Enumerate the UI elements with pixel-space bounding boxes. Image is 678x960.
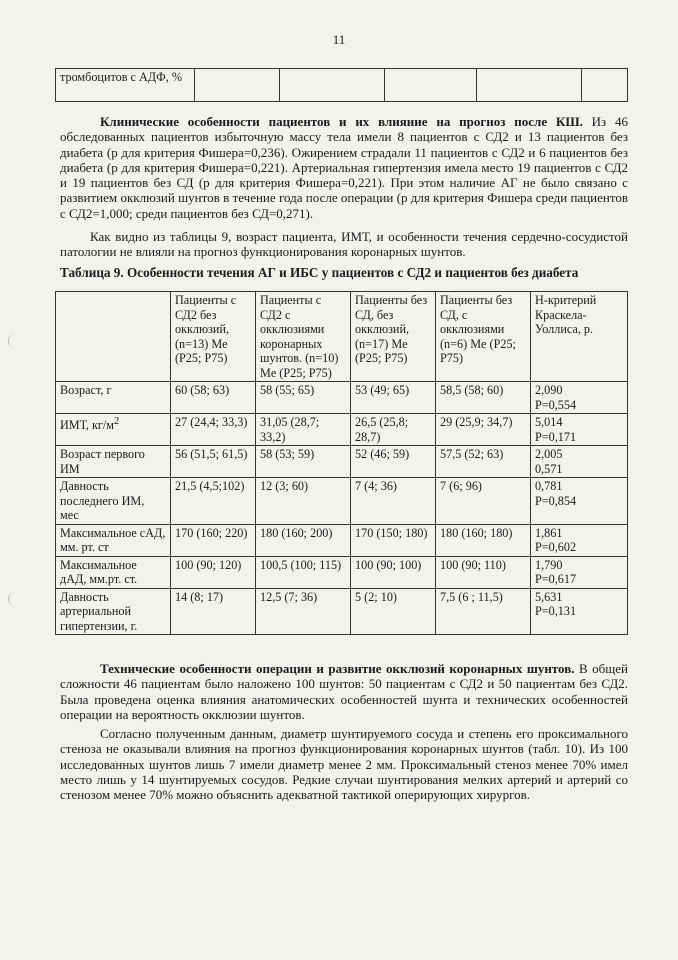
table-cell: 27 (24,4; 33,3) [171,414,256,446]
table-cell: 100 (90; 110) [436,556,531,588]
table-cell-h [531,382,628,414]
table-9 [55,291,628,635]
table-header-row [56,292,628,382]
table-cell: 52 (46; 59) [351,446,436,478]
paragraph-text: Из 46 обследованных пациентов избыточную массу тела имели 8 пациентов с СД2 и 13 пациентов без диабета (р для критерия Фишера=0,236). Ожирением страдали 11 пациентов с СД2 и 6 пациентов без диабета (р для критерия Фишера=0,221). Артериальная гипертензия имела место 19 пациентов с СД2 и 19 пациентов без СД (р для критерия Фишера=0,221). При этом наличие АГ не было связано с развитием окклюзий шунтов в течение года после операции (р для критерия Фишера среди пациентов с СД2=1,000; среди пациентов без СД=0,271). [60,114,628,221]
table-cell [280,69,385,102]
binder-mark [8,592,19,606]
paragraph-table-intro: Как видно из таблицы 9, возраст пациента, ИМТ, и особенности течения сердечно-сосудистой патологии не влияли на прогноз функционирования коронарных шунтов. [60,229,628,260]
table-header-cell: Пациенты с СД2 без окклюзий, (n=13) Me (P25; P75) [171,292,256,382]
table-cell: 53 (49; 65) [351,382,436,414]
continued-table [55,68,628,102]
h-value: 1,790 [535,557,563,572]
table-row [56,478,628,525]
table-cell: 57,5 (52; 63) [436,446,531,478]
table-cell: 58,5 (58; 60) [436,382,531,414]
table-row [56,556,628,588]
page-number: 11 [332,32,346,47]
row-label: Возраст, г [56,382,171,414]
table-cell: 5 (2; 10) [351,588,436,635]
h-value: 5,014 [535,415,563,429]
p-value: P=0,171 [535,429,577,444]
row-label: Возраст первого ИМ [56,446,171,478]
row-label [56,414,171,446]
row-label: Максимальное дАД, мм.рт. ст. [56,556,171,588]
table-cell [385,69,477,102]
row-label: Давность артериальной гипертензии, г. [56,588,171,635]
table-header-cell: Пациенты без СД, без окклюзий, (n=17) Me (P25; P75) [351,292,436,382]
table-cell [477,69,582,102]
table-cell [582,69,628,102]
row-label: Давность последнего ИМ, мес [56,478,171,525]
p-value: P=0,854 [535,493,577,508]
paragraph-results: Согласно полученным данным, диаметр шунтируемого сосуда и степень его проксимального стеноза не оказывали влияния на прогноз функционирования коронарных шунтов (табл. 10). Из 100 исследованных шунтов лишь 7 имели диаметр менее 2 мм. Проксимальный стеноз менее 70% имел место лишь у 14 шунтируемых сосудов. Редкие случаи шунтирования мелких артерий и артерий со стенозом менее 70% можно объяснить адекватной тактикой оперирующих хирургов. [60,726,628,803]
table-cell: 7 (6; 96) [436,478,531,525]
table-row [56,69,628,102]
table-cell: 180 (160; 200) [256,524,351,556]
row-label-text: ИМТ, кг/м [60,418,114,433]
paragraph-lead: Технические особенности операции и развитие окклюзий коронарных шунтов. [100,661,575,676]
table-cell: 170 (150; 180) [351,524,436,556]
h-value: 2,005 [535,447,563,461]
table-cell: 26,5 (25,8; 28,7) [351,414,436,446]
h-value: 2,090 [535,383,563,397]
table-cell-h [531,414,628,446]
table-cell [195,69,280,102]
table-cell: 7 (4; 36) [351,478,436,525]
h-value: 0,781 [535,479,563,493]
table-cell: 100 (90; 120) [171,556,256,588]
table-caption: Таблица 9. Особенности течения АГ и ИБС у пациентов с СД2 и пациентов без диабета [60,265,579,280]
table-row [56,382,628,414]
paragraph-text: В общей сложности 46 пациентам было наложено 100 шунтов: 50 пациентам с СД2 и 50 пациентам без СД2. Была проведена оценка влияния анатомических особенностей шунта и технических особенностей операции на вероятность окклюзии шунтов. [60,661,628,722]
table-cell: 31,05 (28,7; 33,2) [256,414,351,446]
table-cell: 21,5 (4,5;102) [171,478,256,525]
table-cell-h [531,446,628,478]
table-row [56,414,628,446]
binder-mark [8,334,19,348]
table-cell: 60 (58; 63) [171,382,256,414]
table-cell-h [531,478,628,525]
p-value: P=0,131 [535,604,577,618]
paragraph-lead: Клинические особенности пациентов и их влияние на прогноз после КШ. [100,114,583,129]
table-cell: 170 (160; 220) [171,524,256,556]
table-header-cell: Н-критерий Краскела-Уоллиса, р. [531,292,628,382]
p-value: P=0,602 [535,540,577,554]
p-value: 0,571 [535,461,563,476]
table-cell: 56 (51,5; 61,5) [171,446,256,478]
table-header-cell [56,292,171,382]
table-cell: 180 (160; 180) [436,524,531,556]
table-cell: 7,5 (6 ; 11,5) [436,588,531,635]
table-row [56,588,628,635]
p-value: P=0,554 [535,397,577,412]
superscript: 2 [113,416,120,427]
table-row-label: тромбоцитов с АДФ, % [56,69,195,102]
table-cell: 14 (8; 17) [171,588,256,635]
p-value: P=0,617 [535,572,577,586]
table-cell: 12,5 (7; 36) [256,588,351,635]
table-cell: 58 (53; 59) [256,446,351,478]
table-cell-h [531,524,628,556]
table-cell-h [531,588,628,635]
h-value: 1,861 [535,525,563,540]
table-row [56,524,628,556]
table-cell: 100 (90; 100) [351,556,436,588]
table-cell: 100,5 (100; 115) [256,556,351,588]
table-header-cell: Пациенты с СД2 с окклюзиями коронарных шунтов. (n=10) Me (P25; P75) [256,292,351,382]
paragraph-technical-features [60,661,628,722]
h-value: 5,631 [535,589,563,604]
table-cell: 58 (55; 65) [256,382,351,414]
paragraph-clinical-features [60,114,628,221]
row-label: Максимальное сАД, мм. рт. ст [56,524,171,556]
table-cell-h [531,556,628,588]
table-cell: 29 (25,9; 34,7) [436,414,531,446]
table-cell: 12 (3; 60) [256,478,351,525]
table-row [56,446,628,478]
table-header-cell: Пациенты без СД, с окклюзиями (n=6) Me (P25; P75) [436,292,531,382]
